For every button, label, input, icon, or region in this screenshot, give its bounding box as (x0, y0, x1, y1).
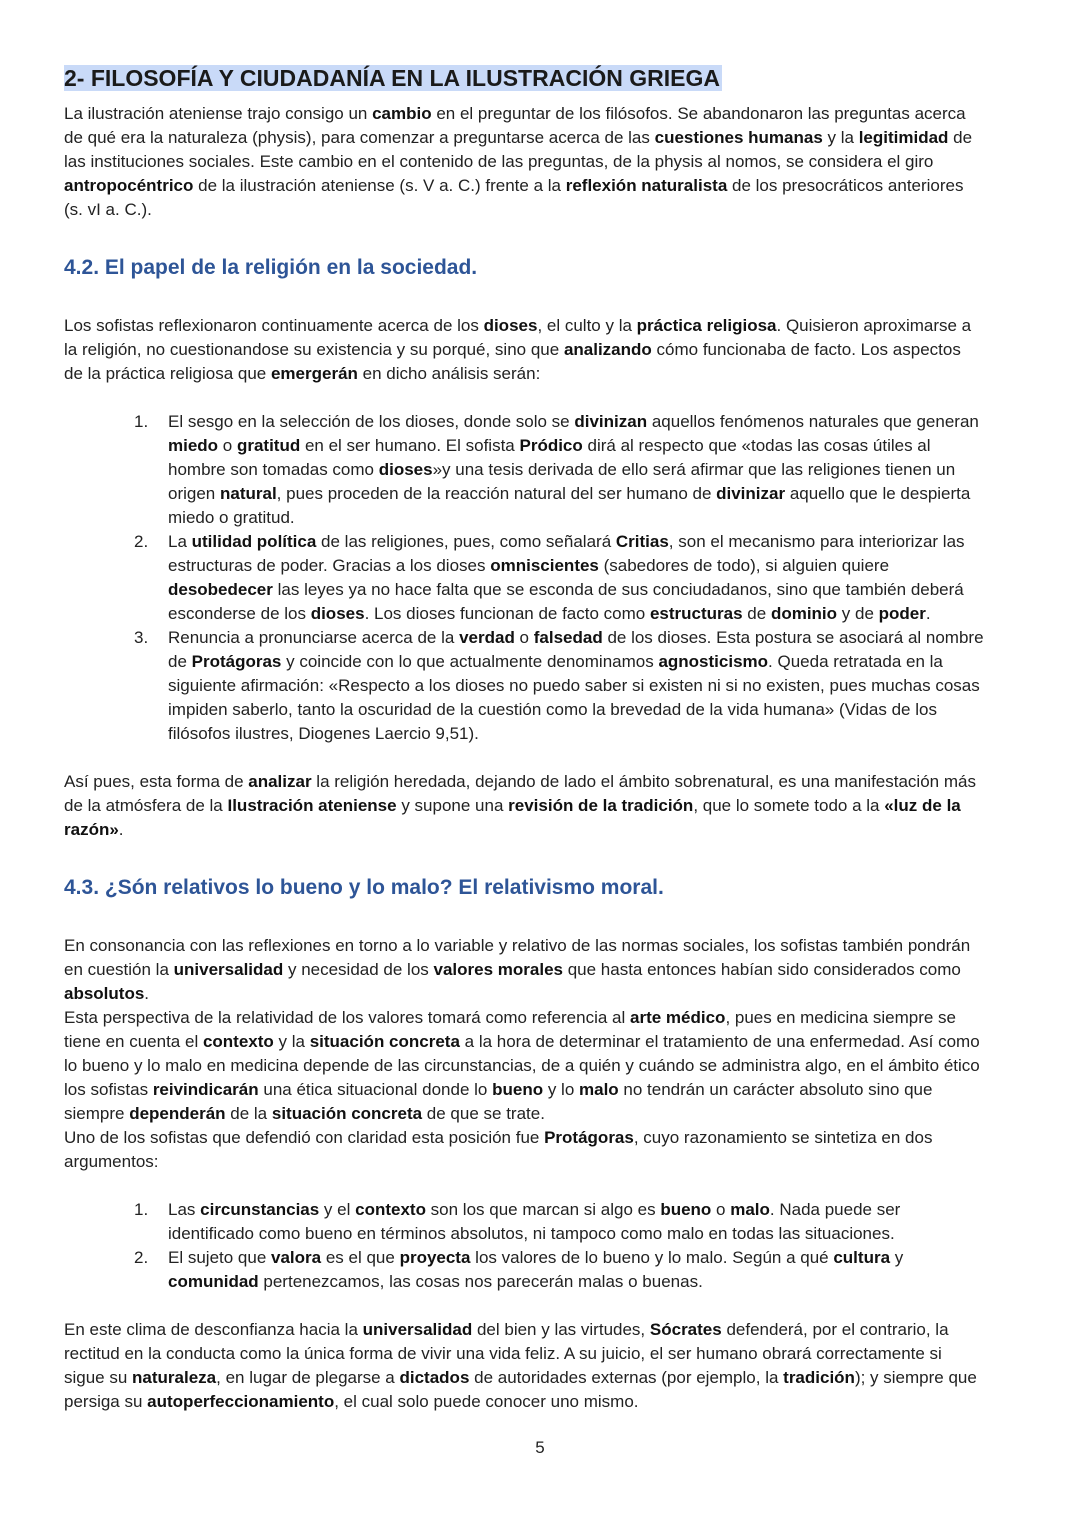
bold-term: miedo (168, 436, 219, 455)
text-run: y de (837, 604, 879, 623)
list-item (64, 530, 984, 626)
text-run: o (711, 1200, 731, 1219)
bold-term: gratitud (236, 436, 301, 455)
text-run: En este clima de desconfianza hacia la (64, 1320, 363, 1339)
bold-term: universalidad (362, 1320, 473, 1339)
text-run: y (890, 1248, 904, 1267)
bold-term: Sócrates (649, 1320, 722, 1339)
text-run: Las (168, 1200, 201, 1219)
text-run: es el que (321, 1248, 400, 1267)
intro-paragraph (64, 102, 984, 222)
bold-term: dioses (483, 316, 538, 335)
bold-term: autoperfeccionamiento (147, 1392, 335, 1411)
bold-term: antropocéntrico (64, 176, 194, 195)
bold-term: revisión de la tradición (508, 796, 694, 815)
text-run: en dicho análisis serán: (357, 364, 541, 383)
list-item-number: 1. (134, 412, 149, 431)
text-run: Uno de los sofistas que defendió con claridad esta posición fue (64, 1128, 545, 1147)
bold-term: proyecta (399, 1248, 471, 1267)
bold-term: Protágoras (544, 1128, 634, 1147)
religion-conclusion-paragraph (64, 770, 984, 842)
text-run: Los sofistas reflexionaron continuamente acerca de los (64, 316, 484, 335)
socrates-paragraph (64, 1318, 984, 1414)
text-run: y supone una (396, 796, 509, 815)
list-item (64, 1198, 984, 1246)
text-run: . Queda retratada en la siguiente afirmación: «Respecto a los dioses no puedo saber si existen ni si no existen, pues muchas cosas impiden saberlo, tanto la oscuridad de la cuestión como la brevedad de la vida humana» (Vidas de los filósofos ilustres, Diogenes Laercio 9,51). (168, 652, 980, 743)
text-run: de los dioses. Esta postura se asociará al nombre de (168, 628, 984, 671)
text-run: o (218, 436, 237, 455)
text-run: La (168, 532, 192, 551)
text-run: aquellos fenómenos naturales que generan (647, 412, 979, 431)
bold-term: absolutos (64, 984, 145, 1003)
bold-term: valores morales (433, 960, 563, 979)
bold-term: valora (271, 1248, 322, 1267)
list-item-number: 1. (134, 1200, 149, 1219)
text-run: pertenezcamos, las cosas nos parecerán malas o buenas. (258, 1272, 703, 1291)
relativism-paragraph (64, 1126, 984, 1174)
text-run: del bien y las virtudes, (472, 1320, 650, 1339)
bold-term: dependerán (129, 1104, 226, 1123)
bold-term: contexto (355, 1200, 426, 1219)
text-run: . Los dioses funcionan de facto como (364, 604, 650, 623)
text-run: aquello que le despierta miedo o gratitud. (168, 484, 971, 527)
text-run: En consonancia con las reflexiones en torno a lo variable y relativo de las normas sociales, los sofistas también pondrán en cuestión la (64, 936, 971, 979)
text-run: Esta perspectiva de la relatividad de los valores tomará como referencia al (64, 1008, 631, 1027)
bold-term: arte médico (630, 1008, 726, 1027)
relativism-paragraph (64, 934, 984, 1006)
text-run: El sujeto que (168, 1248, 272, 1267)
text-run: a la hora de determinar el tratamiento de una enfermedad. Así como lo bueno y lo malo en medicina depende de las circunstancias, de a quién y cuándo se administra algo, en el ámbito ético los sofistas (64, 1032, 980, 1099)
list-item-number: 2. (134, 532, 149, 551)
text-run: . (144, 984, 150, 1003)
text-run: en el ser humano. El sofista (300, 436, 520, 455)
text-run: . (118, 820, 124, 839)
bold-term: universalidad (173, 960, 284, 979)
bold-term: tradición (783, 1368, 855, 1387)
text-run: (sabedores de todo), si alguien quiere (598, 556, 890, 575)
text-run: la religión heredada, dejando de lado el ámbito sobrenatural, es una manifestación más de la atmósfera de la (64, 772, 976, 815)
text-run: y la (822, 128, 859, 147)
bold-term: divinizan (574, 412, 648, 431)
bold-term: poder (878, 604, 926, 623)
bold-term: emergerán (270, 364, 358, 383)
bold-term: situación concreta (271, 1104, 423, 1123)
bold-term: comunidad (168, 1272, 259, 1291)
bold-term: Protágoras (191, 652, 282, 671)
religion-aspects-list (64, 410, 984, 746)
protagoras-arguments-list (64, 1198, 984, 1294)
bold-term: dominio (770, 604, 838, 623)
text-run: de que se trate. (422, 1104, 545, 1123)
text-run: de la ilustración ateniense (s. V a. C.) frente a la (193, 176, 566, 195)
text-run: de (742, 604, 771, 623)
bold-term: dictados (399, 1368, 470, 1387)
bold-term: circunstancias (200, 1200, 320, 1219)
text-run: una ética situacional donde lo (258, 1080, 493, 1099)
bold-term: Pródico (519, 436, 583, 455)
bold-term: natural (219, 484, 277, 503)
text-run: , el culto y la (537, 316, 637, 335)
list-item (64, 1246, 984, 1294)
text-run: »y una tesis derivada de ello será afirmar que las religiones tienen un origen (168, 460, 956, 503)
bold-term: malo (579, 1080, 619, 1099)
text-run: Renuncia a pronunciarse acerca de la (168, 628, 460, 647)
list-item-text (168, 1200, 900, 1243)
document-title (64, 62, 984, 94)
title-highlight: 2- FILOSOFÍA Y CIUDADANÍA EN LA ILUSTRACIÓN GRIEGA (64, 65, 720, 91)
bold-term: legitimidad (858, 128, 949, 147)
text-run: ); y siempre que persiga su (64, 1368, 977, 1411)
bold-term: reivindicarán (152, 1080, 259, 1099)
text-run: y necesidad de los (283, 960, 434, 979)
bold-term: analizar (248, 772, 312, 791)
text-run: y la (273, 1032, 310, 1051)
bold-term: Critias (615, 532, 669, 551)
text-run: de las religiones, pues, como señalará (316, 532, 616, 551)
text-run: de la (225, 1104, 272, 1123)
bold-term: estructuras (649, 604, 743, 623)
text-run: , el cual solo puede conocer uno mismo. (334, 1392, 639, 1411)
list-item-text (168, 628, 984, 743)
section-heading-religion: 4.2. El papel de la religión en la sociedad. (64, 256, 478, 279)
text-run: Así pues, esta forma de (64, 772, 249, 791)
bold-term: práctica religiosa (636, 316, 777, 335)
text-run: . Nada puede ser identificado como bueno en términos absolutos, ni tampoco como malo en todas las situaciones. (168, 1200, 901, 1243)
text-run: y coincide con lo que actualmente denominamos (281, 652, 659, 671)
text-run: El sesgo en la selección de los dioses, donde solo se (168, 412, 575, 431)
text-run: no tendrán un carácter absoluto sino que siempre (64, 1080, 933, 1123)
bold-term: divinizar (716, 484, 786, 503)
bold-term: naturaleza (132, 1368, 217, 1387)
text-run: . Quisieron aproximarse a la religión, no cuestionandose su existencia y su porqué, sino que (64, 316, 972, 359)
bold-term: desobedecer (168, 580, 273, 599)
bold-term: contexto (202, 1032, 274, 1051)
section-heading-relativism: 4.3. ¿Són relativos lo bueno y lo malo? El relativismo moral. (64, 876, 664, 899)
bold-term: analizando (563, 340, 652, 359)
text-run: , que lo somete todo a la (693, 796, 885, 815)
text-run: de las instituciones sociales. Este cambio en el contenido de las preguntas, de la physis al nomos, se considera el giro (64, 128, 973, 171)
bold-term: falsedad (533, 628, 603, 647)
bold-term: dioses (378, 460, 433, 479)
text-run: y el (319, 1200, 356, 1219)
text-run: los valores de lo bueno y lo malo. Según a qué (470, 1248, 834, 1267)
list-item-text (168, 1248, 903, 1291)
bold-term: agnosticismo (658, 652, 769, 671)
bold-term: utilidad política (191, 532, 317, 551)
list-item (64, 410, 984, 530)
text-run: . (925, 604, 931, 623)
text-run: defenderá, por el contrario, la rectitud en la conducta como la única forma de vivir una vida feliz. A su juicio, el ser humano obrará correctamente si sigue su (64, 1320, 949, 1387)
list-item-number: 3. (134, 628, 149, 647)
bold-term: situación concreta (309, 1032, 460, 1051)
bold-term: cultura (833, 1248, 891, 1267)
text-run: , en lugar de plegarse a (216, 1368, 400, 1387)
bold-term: malo (730, 1200, 770, 1219)
bold-term: cambio (372, 104, 432, 123)
text-run: La ilustración ateniense trajo consigo un (64, 104, 373, 123)
text-run: , cuyo razonamiento se sintetiza en dos argumentos: (64, 1128, 933, 1171)
list-item-text (168, 532, 965, 623)
text-run: en el preguntar de los filósofos. Se abandonaron las preguntas acerca de qué era la naturaleza (physis), para comenzar a preguntarse acerca de las (64, 104, 966, 147)
text-run: dirá al respecto que «todas las cosas útiles al hombre son tomadas como (168, 436, 931, 479)
bold-term: cuestiones humanas (654, 128, 823, 147)
bold-term: omniscientes (490, 556, 599, 575)
bold-term: Ilustración ateniense (227, 796, 397, 815)
page-number: 5 (535, 1438, 545, 1457)
text-run: de los presocráticos anteriores (s. vI a. C.). (64, 176, 964, 219)
relativism-paragraph (64, 1006, 984, 1126)
list-item (64, 626, 984, 746)
text-run: o (514, 628, 534, 647)
bold-term: bueno (660, 1200, 712, 1219)
text-run: cómo funcionaba de facto. Los aspectos de la práctica religiosa que (64, 340, 961, 383)
religion-intro-paragraph (64, 314, 984, 386)
document-page (64, 62, 984, 1414)
text-run: de autoridades externas (por ejemplo, la (469, 1368, 784, 1387)
bold-term: bueno (492, 1080, 544, 1099)
text-run: que hasta entonces habían sido considerados como (562, 960, 961, 979)
text-run: las leyes ya no hace falta que se esconda de sus conciudadanos, sino que también deberá esconderse de los (168, 580, 964, 623)
list-item-number: 2. (134, 1248, 149, 1267)
text-run: , pues en medicina siempre se tiene en cuenta el (64, 1008, 957, 1051)
text-run: , son el mecanismo para interiorizar las estructuras de poder. Gracias a los dioses (168, 532, 965, 575)
bold-term: reflexión naturalista (565, 176, 728, 195)
text-run: , pues proceden de la reacción natural del ser humano de (276, 484, 717, 503)
text-run: son los que marcan si algo es (425, 1200, 661, 1219)
list-item-text (168, 412, 979, 527)
bold-term: verdad (459, 628, 515, 647)
text-run: y lo (543, 1080, 579, 1099)
bold-term: «luz de la razón» (64, 796, 961, 839)
bold-term: dioses (310, 604, 365, 623)
